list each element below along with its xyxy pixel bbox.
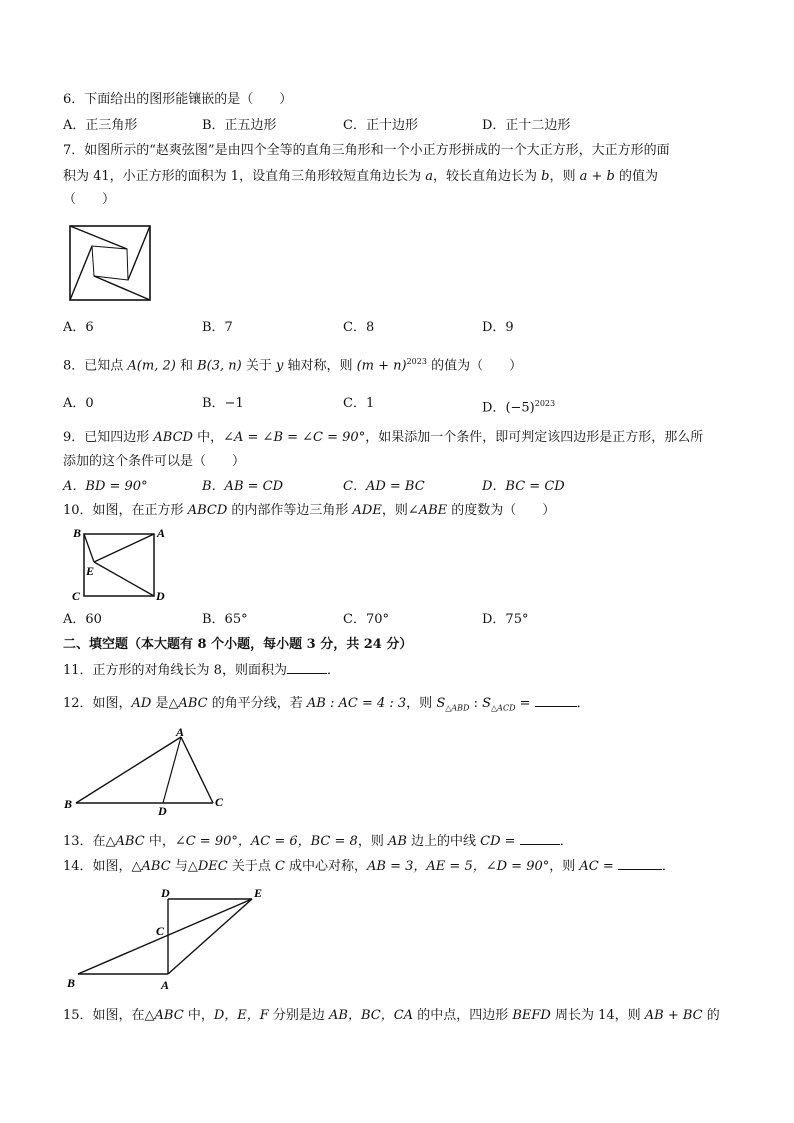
q8-option-d: D．$(-5)^{2023}$ [482, 399, 556, 416]
q9-option-a: A．BD = 90° [63, 479, 148, 494]
q8-option-a: A．0 [63, 396, 94, 411]
q8-stem: 8．已知点 A(m, 2) 和 B(3, n) 关于 y 轴对称，则 $(m + n)^{2023}$ 的值为（ ） [63, 357, 523, 374]
label-d: D [158, 804, 167, 816]
label-a: A [157, 526, 166, 540]
segment-ae [168, 899, 252, 974]
q6-option-d: D．正十二边形 [482, 118, 571, 133]
q14-answer-blank [618, 857, 662, 870]
q6-stem: 6．下面给出的图形能镶嵌的是（ ） [63, 92, 293, 107]
q13-answer-blank [520, 832, 560, 845]
label-a: A [176, 725, 185, 739]
label-c: C [215, 795, 224, 809]
q7-expression: a + b [579, 169, 615, 184]
segment-ae [94, 534, 154, 562]
q7-line2: 积为 41，小正方形的面积为 1，设直角三角形较短直角边长为 a，较长直角边长为 b，则 a + b 的值为 [63, 169, 658, 184]
label-c: C [72, 589, 81, 603]
q12-answer-blank [535, 694, 577, 707]
label-d: D [156, 589, 165, 603]
label-e: E [86, 564, 95, 578]
triangle-edge-2 [128, 226, 150, 280]
q8-option-b: B．−1 [202, 396, 244, 411]
segment-ac [181, 737, 213, 803]
q7-option-a: A．6 [63, 320, 94, 335]
section-heading: 二、填空题（本大题有 8 个小题，每小题 3 分，共 24 分） [63, 637, 413, 652]
label-c: C [156, 924, 165, 938]
q9-line2: 添加的这个条件可以是（ ） [63, 454, 246, 469]
q11-answer-blank [287, 661, 327, 674]
q6-option-c: C．正十边形 [343, 118, 418, 133]
q10-square-figure [70, 524, 170, 604]
q7-answer-paren: （ ） [63, 192, 116, 207]
large-square [70, 226, 150, 300]
segment-be [78, 899, 252, 974]
q15-stem: 15．如图，在△ABC 中，D，E，F 分别是边 AB，BC，CA 的中点，四边形 BEFD 周长为 14，则 AB + BC 的 [63, 1008, 720, 1023]
triangle-edge-1 [70, 226, 127, 249]
segment-be [84, 534, 94, 562]
triangle-edge-4 [70, 246, 92, 300]
q14-symmetry-figure [60, 884, 272, 994]
q7-option-d: D．9 [482, 320, 514, 335]
q9-option-d: D．BC = CD [482, 479, 565, 494]
q10-option-c: C．70° [343, 612, 389, 627]
label-d: D [161, 886, 170, 900]
q10-option-b: B．65° [202, 612, 248, 627]
q10-option-a: A．60 [63, 612, 102, 627]
label-a: A [161, 978, 170, 992]
q12-stem: 12．如图，AD 是△ABC 的角平分线，若 AB : AC = 4 : 3，则 $S_{\triangle ABD}$ : $S_{\triangle ACD}$ = ． [63, 696, 590, 713]
q13-stem: 13．在△ABC 中，∠C = 90°，AC = 6，BC = 8，则 AB 边上的中线 CD = ． [63, 834, 573, 849]
q7-option-b: B．7 [202, 320, 233, 335]
q14-stem: 14．如图，△ABC 与△DEC 关于点 C 成中心对称，AB = 3，AE = 5，∠D = 90°，则 AC = ． [63, 859, 675, 874]
q10-option-d: D．75° [482, 612, 529, 627]
q6-option-a: A．正三角形 [63, 118, 138, 133]
q7-option-c: C．8 [343, 320, 375, 335]
label-e: E [254, 886, 263, 900]
label-b: B [73, 526, 82, 540]
small-square [92, 246, 128, 280]
q9-option-c: C．AD = BC [343, 479, 425, 494]
q10-stem: 10．如图，在正方形 ABCD 的内部作等边三角形 ADE，则∠ABE 的度数为（ ） [63, 503, 556, 518]
q8-option-c: C．1 [343, 396, 375, 411]
segment-de [94, 562, 154, 596]
label-b: B [67, 976, 76, 990]
q6-option-b: B．正五边形 [202, 118, 277, 133]
q12-triangle-figure [60, 724, 235, 816]
q9-stem: 9．已知四边形 ABCD 中，∠A = ∠B = ∠C = 90°，如果添加一个条件，即可判定该四边形是正方形，那么所 [63, 430, 704, 445]
zhao-shuang-figure [68, 224, 152, 302]
square-abcd [84, 534, 154, 596]
q11-stem: 11．正方形的对角线长为 8，则面积为 ． [63, 663, 340, 678]
q7-line1: 7．如图所示的“赵爽弦图”是由四个全等的直角三角形和一个小正方形拼成的一个大正方形，大正方形的面 [63, 143, 670, 158]
q9-option-b: B．AB = CD [202, 479, 284, 494]
label-b: B [64, 797, 73, 811]
